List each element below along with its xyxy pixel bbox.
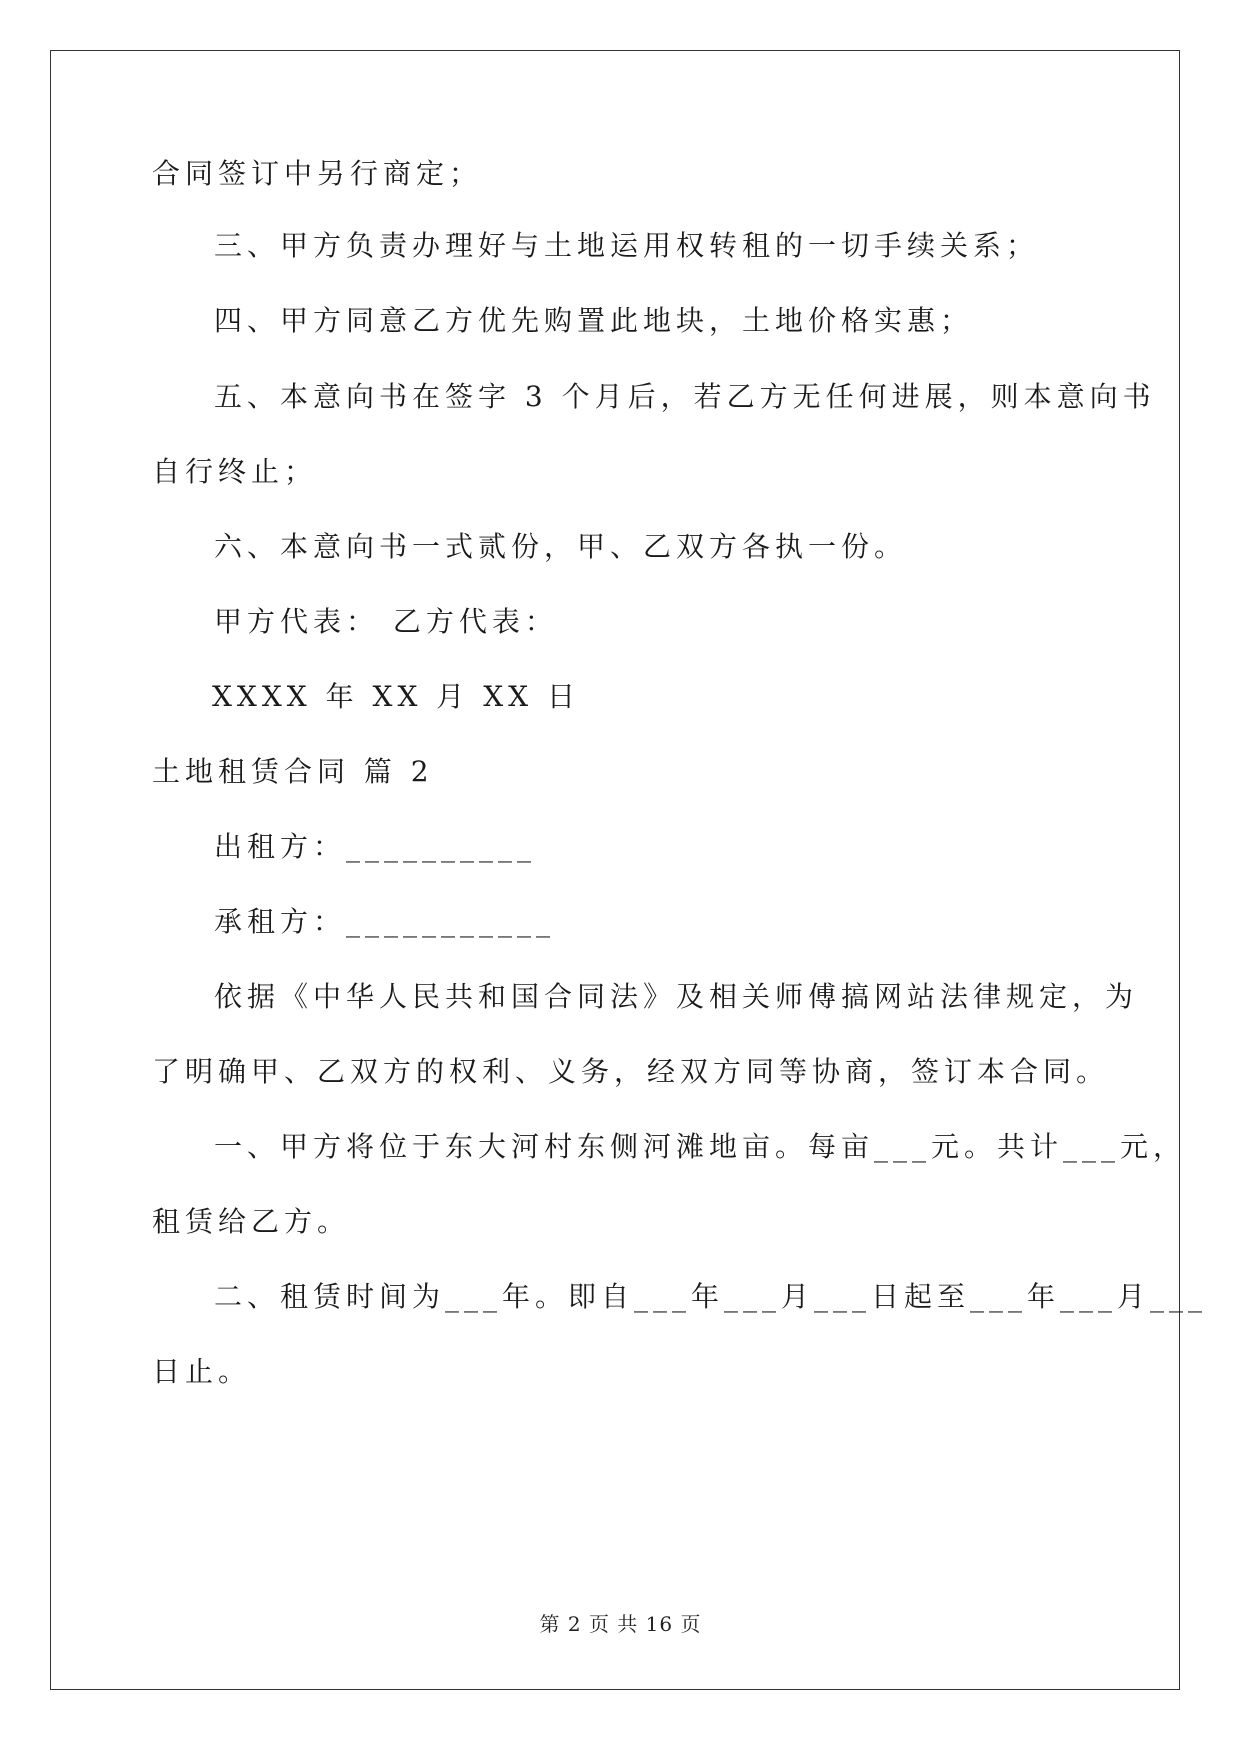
text-line: 合同签订中另行商定；	[152, 157, 483, 190]
clause-5: 五、本意向书在签字 3 个月后，若乙方无任何进展，则本意向书	[214, 380, 1156, 413]
text-line: 了明确甲、乙双方的权利、义务，经双方同等协商，签订本合同。	[152, 1055, 1110, 1088]
clause-2: 二、租赁时间为___年。即自___年___月___日起至___年___月___	[214, 1280, 1208, 1313]
text-line: 日止。	[152, 1355, 252, 1388]
date-line: XXXX 年 XX 月 XX 日	[212, 680, 580, 713]
text-line: 租赁给乙方。	[152, 1205, 351, 1238]
clause-4: 四、甲方同意乙方优先购置此地块，土地价格实惠；	[214, 304, 974, 337]
signatory-labels: 甲方代表： 乙方代表：	[214, 605, 558, 638]
section-title: 土地租赁合同 篇 2	[152, 755, 434, 788]
preamble-paragraph: 依据《中华人民共和国合同法》及相关师傅搞网站法律规定，为	[214, 980, 1139, 1013]
text-line: 自行终止；	[152, 455, 318, 488]
page-border	[50, 50, 1180, 1690]
clause-3: 三、甲方负责办理好与土地运用权转租的一切手续关系；	[214, 229, 1040, 262]
clause-6: 六、本意向书一式贰份，甲、乙双方各执一份。	[214, 530, 908, 563]
clause-1: 一、甲方将位于东大河村东侧河滩地亩。每亩___元。共计___元，	[214, 1130, 1187, 1163]
lessee-field: 承租方：___________	[214, 905, 556, 938]
page-number: 第 2 页 共 16 页	[539, 1612, 702, 1636]
lessor-field: 出租方：__________	[214, 830, 537, 863]
